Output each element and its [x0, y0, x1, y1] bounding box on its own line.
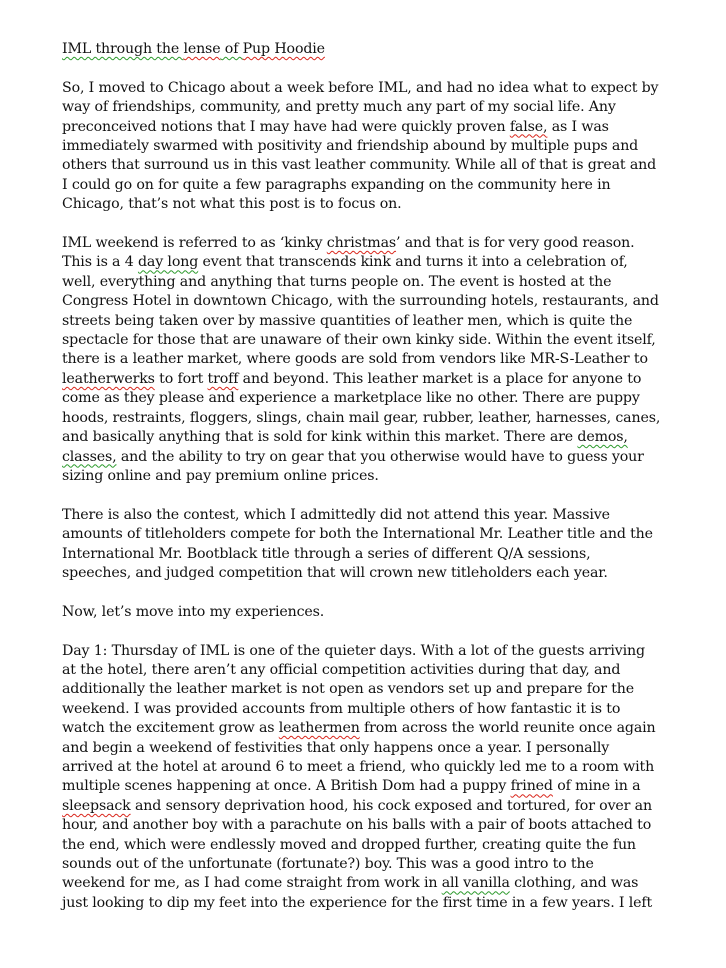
document-title [62, 40, 672, 59]
document-body[interactable] [62, 40, 672, 933]
spellcheck-flag[interactable]: christmas [326, 235, 397, 252]
spellcheck-flag[interactable]: leatherwerks [62, 370, 155, 387]
title-spelling-flag: lense [183, 41, 221, 57]
paragraph-intro: So, I moved to Chicago about a week before IML, and had no idea what to expect by way of friendships, community, and pretty much any part of my social life. Any preconceived notions that I may have had were quickly proven false, as I was immediately swarmed with positivity and friendship abound by multiple pups and others that surround us in this vast leather community. While all of that is great and I could go on for quite a few paragraphs expanding on the community here in Chicago, that’s not what this post is to focus on. [62, 79, 659, 213]
paragraph-experiences: Now, let’s move into my experiences. [62, 603, 325, 620]
title-grammar-flag: IML through the [62, 41, 184, 57]
title-spelling-flag-2: Pup Hoodie [242, 41, 325, 57]
spellcheck-flag[interactable]: classes, [62, 448, 117, 465]
spellcheck-flag[interactable]: demos, [577, 429, 628, 446]
paragraph-iml-weekend: IML weekend is referred to as ‘kinky christmas’ and that is for very good reason. This is a 4 day long event that transcends kink and turns it into a celebration of, well, everything and anything that turns people on. The event is hosted at the Congress Hotel in downtown Chicago, with the surrounding hotels, restaurants, and streets being taken over by massive quantities of leather men, which is quite the spectacle for those that are unaware of their own kinky side. Within the event itself, there is a leather market, where goods are sold from vendors like MR-S-Leather to leatherwerks to fort troff and beyond. This leather market is a place for anyone to come as they please and experience a marketplace like no other. There are puppy hoods, restraints, floggers, slings, chain mail gear, rubber, leather, harnesses, canes, and basically anything that is sold for kink within this market. There are demos, classes, and the ability to try on gear that you otherwise would have to guess your sizing online and pay premium online prices. [62, 235, 661, 484]
title-grammar-flag-2: of [220, 41, 243, 57]
spellcheck-flag[interactable]: frined [510, 778, 553, 795]
spellcheck-flag[interactable]: all vanilla [441, 875, 510, 892]
spellcheck-flag[interactable]: troff [207, 370, 239, 387]
paragraph-day-1: Day 1: Thursday of IML is one of the quieter days. With a lot of the guests arriving at the hotel, there aren’t any official competition activities during that day, and additionally the leather market is not open as vendors set up and prepare for the weekend. I was provided accounts from multiple others of how fantastic it is to watch the excitement grow as leathermen from across the world reunite once again and begin a weekend of festivities that only happens once a year. I personally arrived at the hotel at around 6 to meet a friend, who quickly led me to a room with multiple scenes happening at once. A British Dom had a puppy frined of mine in a sleepsack and sensory deprivation hood, his cock exposed and tortured, for over an hour, and another boy with a parachute on his balls with a pair of boots attached to the end, which were endlessly moved and dropped further, creating quite the fun sounds out of the unfortunate (fortunate?) boy. This was a good intro to the weekend for me, as I had come straight from work in all vanilla clothing, and was just looking to dip my feet into the experience for the first time in a few years. I left [62, 642, 656, 911]
spellcheck-flag[interactable]: false, [509, 118, 548, 135]
spellcheck-flag[interactable]: leathermen [278, 720, 360, 737]
spellcheck-flag[interactable]: day long [137, 254, 199, 271]
paragraph-contest: There is also the contest, which I admittedly did not attend this year. Massive amounts of titleholders compete for both the International Mr. Leather title and the International Mr. Bootblack title through a series of different Q/A sessions, speeches, and judged competition that will crown new titleholders each year. [62, 506, 653, 581]
spellcheck-flag[interactable]: sleepsack [62, 797, 131, 814]
